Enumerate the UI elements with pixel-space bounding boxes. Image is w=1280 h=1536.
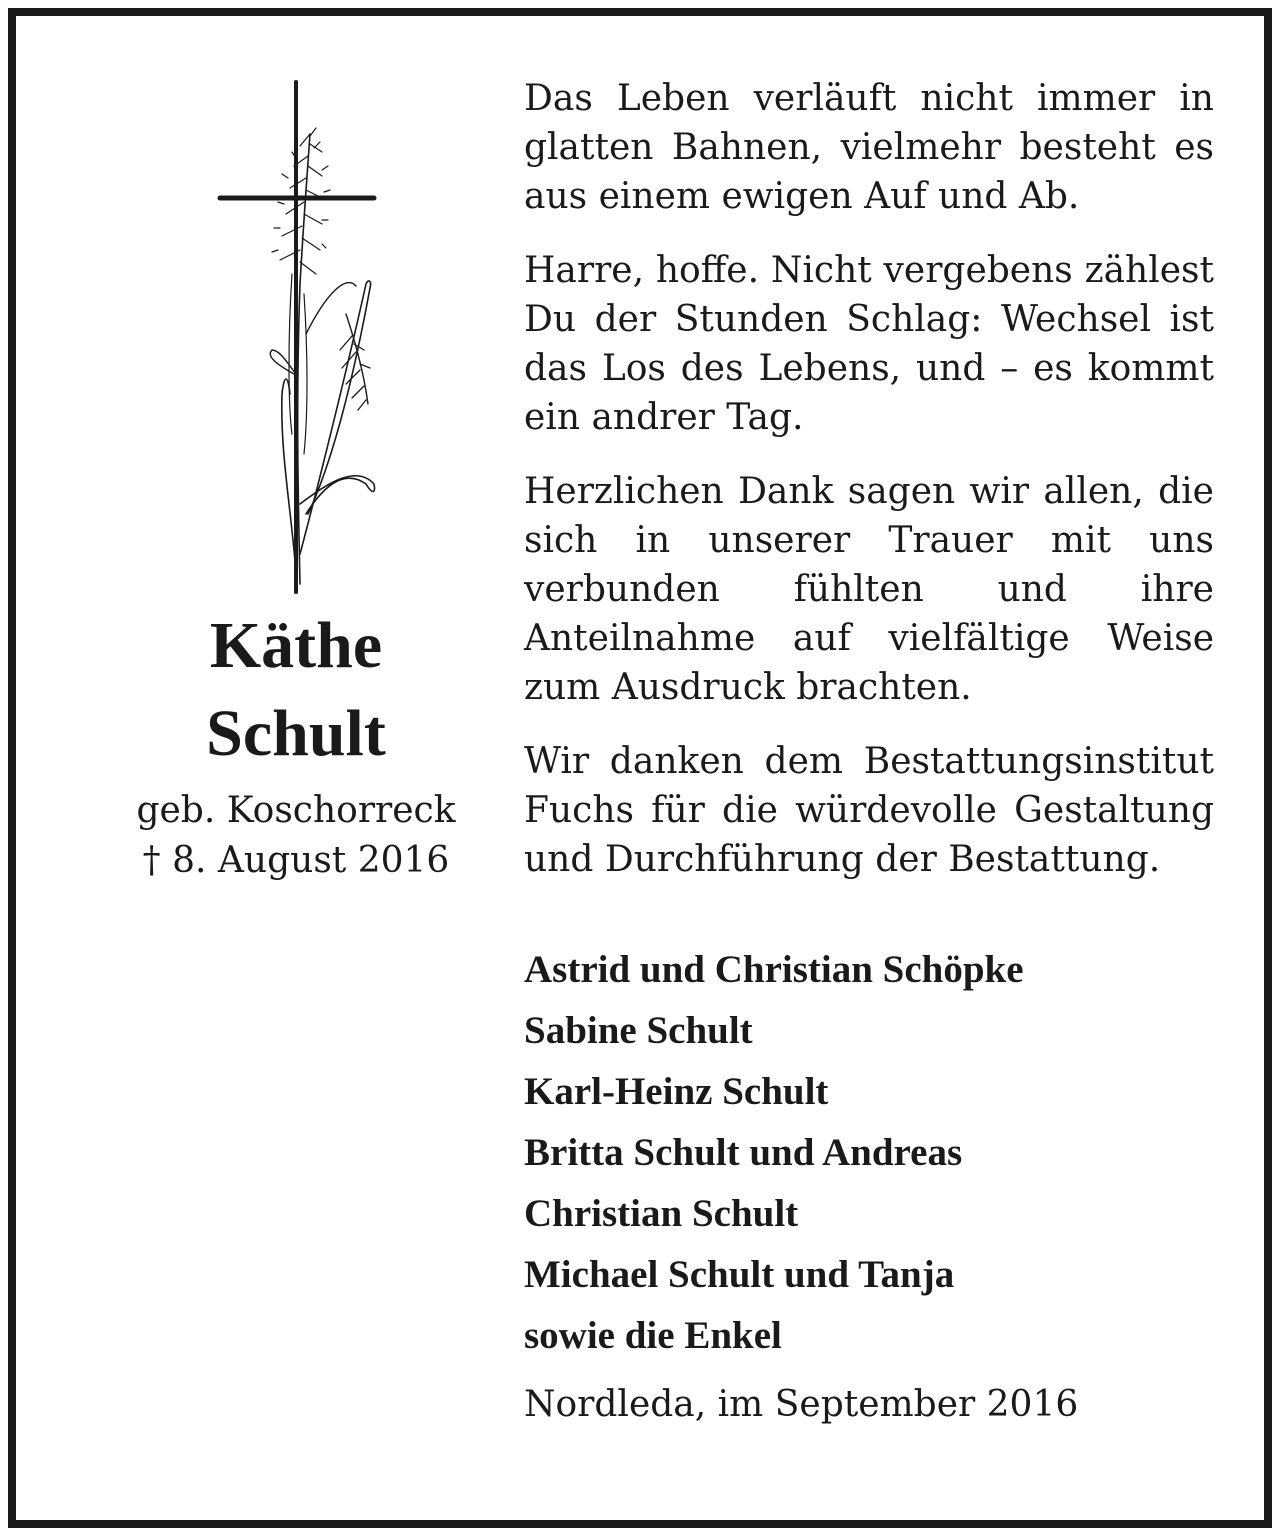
mourner-name: Christian Schult: [524, 1192, 799, 1235]
paragraph-funeral-home: Wir danken dem Bestattungsinstitut Fuchs für die würdevolle Gestaltung und Durchführung der Bestattung.: [524, 741, 1214, 880]
place-and-date: Nordleda, im September 2016: [524, 1384, 1079, 1425]
birth-name: geb. Koschorreck: [136, 790, 456, 831]
deceased-first-name: Käthe: [209, 609, 383, 682]
deceased-last-name: Schult: [206, 697, 386, 770]
mourner-name: Karl-Heinz Schult: [524, 1070, 829, 1113]
mourner-name: Michael Schult und Tanja: [524, 1253, 955, 1296]
death-date: † 8. August 2016: [142, 840, 450, 881]
cross-with-grass-icon: [196, 74, 396, 594]
paragraph-poem-1: Das Leben verläuft nicht immer in glatten Bahnen, vielmehr besteht es aus einem ewigen Auf und Ab.: [524, 78, 1214, 217]
mourner-name: sowie die Enkel: [524, 1314, 782, 1357]
text-column: [524, 74, 1214, 1430]
mourner-name: Britta Schult und Andreas: [524, 1131, 963, 1174]
deceased-column: [106, 74, 486, 886]
paragraph-thanks: Herzlichen Dank sagen wir allen, die sich in unserer Trauer mit uns verbunden fühlten und ihre Anteilnahme auf vielfältige Weise zum Ausdruck brachten.: [524, 471, 1214, 708]
obituary-frame: [8, 8, 1272, 1528]
mourners-list: [524, 939, 1214, 1366]
paragraph-poem-2: Harre, hoffe. Nicht vergebens zählest Du der Stunden Schlag: Wechsel ist das Los des Lebens, und – es kommt ein andrer Tag.: [524, 250, 1214, 438]
mourner-name: Sabine Schult: [524, 1009, 753, 1052]
mourner-name: Astrid und Christian Schöpke: [524, 948, 1024, 991]
